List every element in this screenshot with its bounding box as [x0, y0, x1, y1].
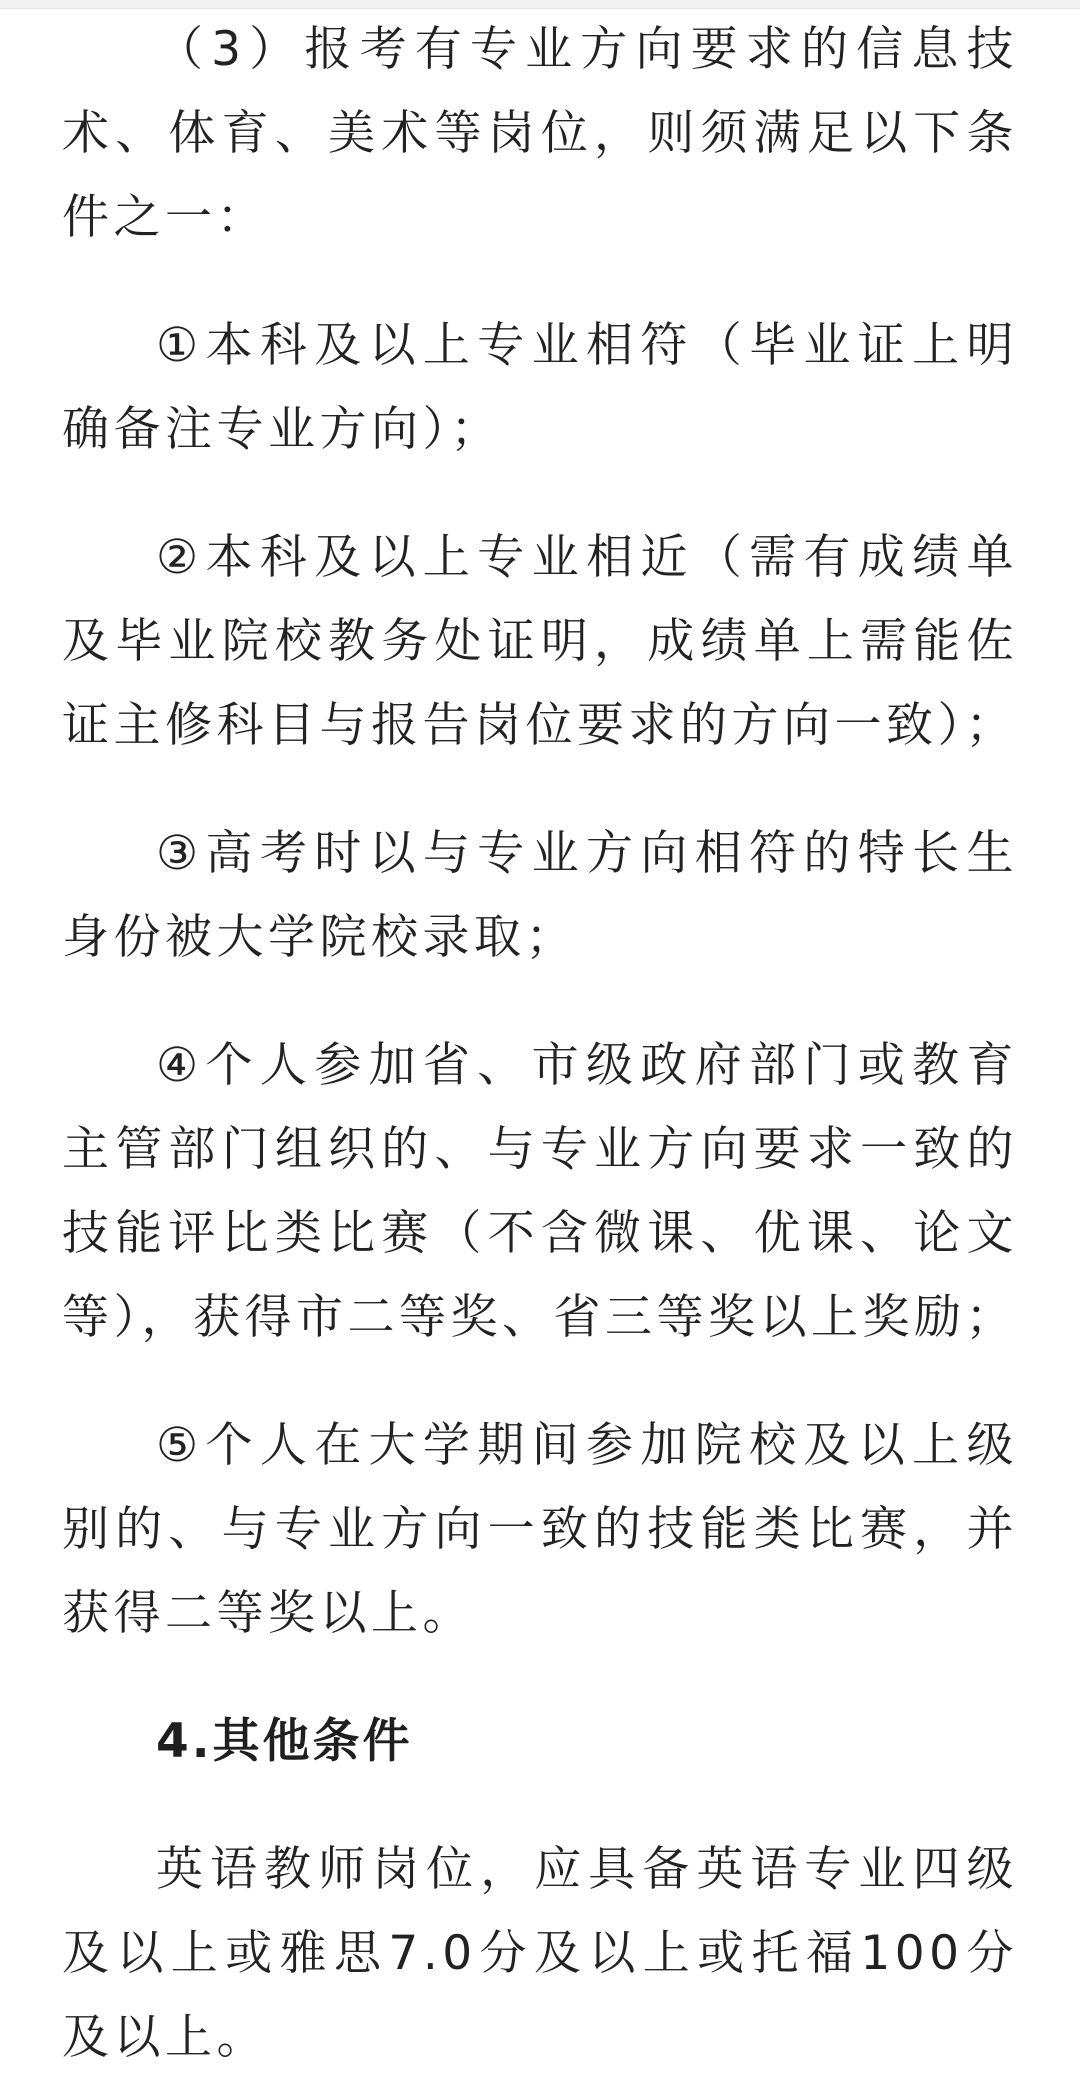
paragraph-condition-intro: （3）报考有专业方向要求的信息技术、体育、美术等岗位，则须满足以下条件之一： [62, 22, 1018, 245]
paragraph-english-requirement: 英语教师岗位，应具备英语专业四级及以上或雅思7.0分及以上或托福100分及以上。 [62, 1842, 1018, 2065]
paragraph-condition-1: ①本科及以上专业相符（毕业证上明确备注专业方向）； [62, 318, 1018, 457]
article-body [62, 8, 1018, 2080]
section-heading-other-conditions: 4.其他条件 [156, 1714, 413, 1769]
paragraph-condition-2: ②本科及以上专业相近（需有成绩单及毕业院校教务处证明，成绩单上需能佐证主修科目与报告岗位要求的方向一致）； [62, 530, 1018, 753]
paragraph-condition-4: ④个人参加省、市级政府部门或教育主管部门组织的、与专业方向要求一致的技能评比类比赛（不含微课、优课、论文等），获得市二等奖、省三等奖以上奖励； [62, 1038, 1018, 1345]
paragraph-condition-3: ③高考时以与专业方向相符的特长生身份被大学院校录取； [62, 826, 1018, 965]
paragraph-condition-5: ⑤个人在大学期间参加院校及以上级别的、与专业方向一致的技能类比赛，并获得二等奖以上。 [62, 1418, 1018, 1641]
